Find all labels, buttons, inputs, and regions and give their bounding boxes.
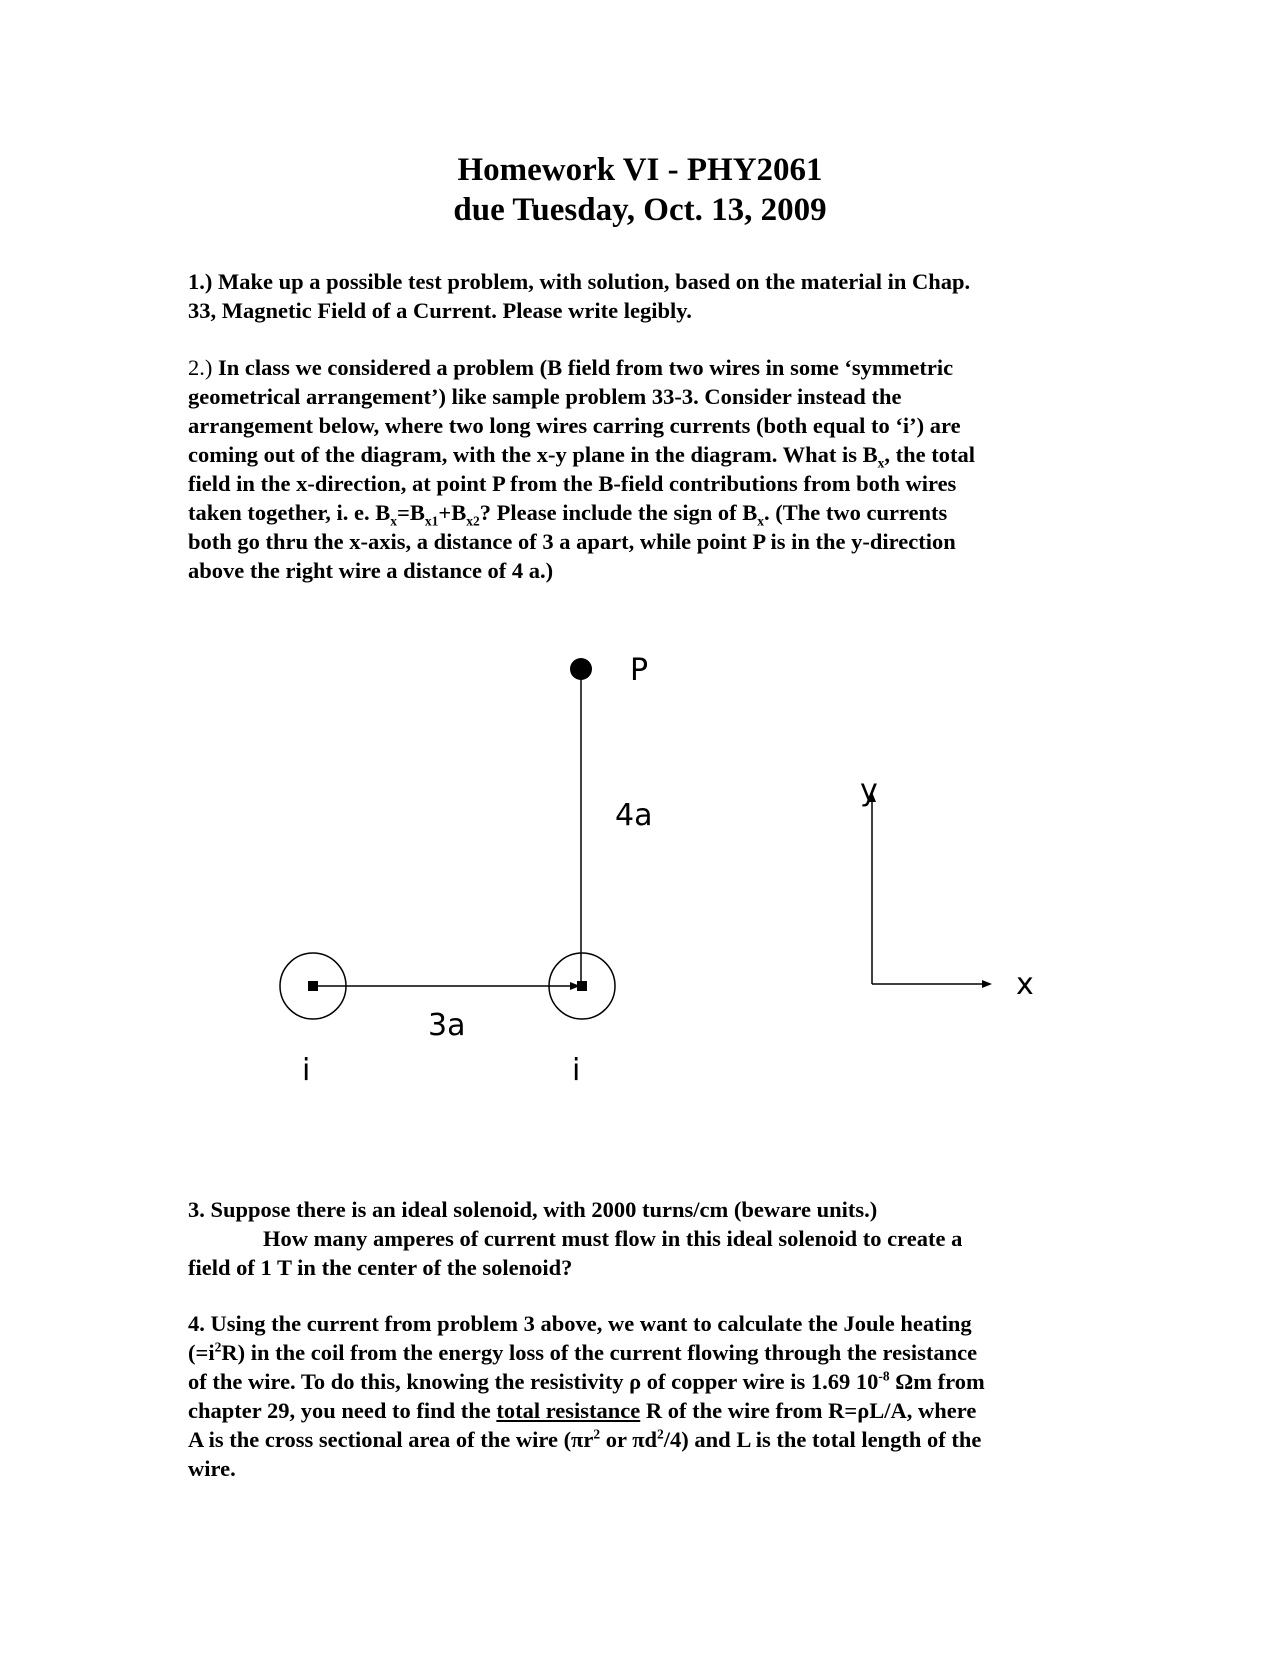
problem-3-line: How many amperes of current must flow in this ideal solenoid to create a xyxy=(263,1226,963,1251)
problem-2-text: In class we considered a problem (B field from two wires in some ‘symmetric xyxy=(218,355,954,380)
problem-2-number: 2.) xyxy=(188,355,213,380)
problem-4 xyxy=(188,1309,1088,1483)
problem-2-text: . (The two currents xyxy=(763,500,948,525)
horizontal-distance-label: 3a xyxy=(428,1008,466,1043)
problem-4-text: R of the wire from R=ρL/A, where xyxy=(640,1398,977,1423)
problem-2-text: ? Please include the sign of B xyxy=(479,500,758,525)
problem-1-line: 33, Magnetic Field of a Current. Please write legibly. xyxy=(188,298,692,323)
subscript: x xyxy=(390,513,398,529)
problem-4-text: or πd xyxy=(600,1427,658,1452)
superscript: -8 xyxy=(878,1368,890,1384)
problem-2-line: field in the x-direction, at point P from the B-field contributions from both wires xyxy=(188,471,957,496)
problem-1 xyxy=(188,267,1088,325)
problem-3-line: 3. Suppose there is an ideal solenoid, with 2000 turns/cm (beware units.) xyxy=(188,1197,878,1222)
page-title: Homework VI - PHY2061 xyxy=(457,152,823,188)
problem-2-line: both go thru the x-axis, a distance of 3 a apart, while point P is in the y-direction xyxy=(188,529,956,554)
left-current-label: i xyxy=(302,1053,311,1088)
right-wire-dot xyxy=(577,981,587,991)
point-p xyxy=(570,658,592,680)
superscript: 2 xyxy=(214,1339,222,1355)
point-p-label: P xyxy=(630,653,649,688)
wire-diagram xyxy=(0,600,1280,1120)
y-axis-label: y xyxy=(860,773,878,808)
problem-2 xyxy=(188,353,1088,585)
due-date: due Tuesday, Oct. 13, 2009 xyxy=(453,192,827,228)
problem-1-line: 1.) Make up a possible test problem, with solution, based on the material in Chap. xyxy=(188,269,971,294)
problem-4-text: /4) and L is the total length of the xyxy=(663,1427,982,1452)
problem-2-text: =B xyxy=(397,500,425,525)
x-axis-label: x xyxy=(1016,967,1034,1002)
problem-2-text: , the total xyxy=(884,442,975,467)
left-wire-dot xyxy=(308,981,318,991)
right-current-label: i xyxy=(572,1053,581,1088)
problem-3-line: field of 1 T in the center of the solenoid? xyxy=(188,1255,573,1280)
problem-4-text: (=i xyxy=(188,1340,215,1365)
problem-4-line xyxy=(188,1396,1088,1425)
problem-2-line xyxy=(188,440,1088,469)
problem-4-text: A is the cross sectional area of the wire (πr xyxy=(188,1427,594,1452)
problem-4-text: Ωm from xyxy=(889,1369,985,1394)
subscript: x2 xyxy=(466,513,480,529)
problem-2-line: geometrical arrangement’) like sample problem 33-3. Consider instead the xyxy=(188,384,902,409)
subscript: x xyxy=(757,513,764,529)
x-axis-arrowhead xyxy=(982,980,992,988)
superscript: 2 xyxy=(593,1426,601,1442)
subscript: x1 xyxy=(424,513,439,529)
problem-4-line xyxy=(188,1367,1088,1396)
problem-2-line xyxy=(188,498,1088,527)
problem-4-text: chapter 29, you need to find the xyxy=(188,1398,497,1423)
problem-4-line xyxy=(188,1425,1088,1454)
problem-2-line: above the right wire a distance of 4 a.) xyxy=(188,558,554,583)
problem-4-line: wire. xyxy=(188,1456,236,1481)
underlined-term: total resistance xyxy=(496,1398,641,1423)
problem-3 xyxy=(188,1195,1088,1282)
subscript: x xyxy=(877,455,885,471)
problem-2-text: coming out of the diagram, with the x-y plane in the diagram. What is B xyxy=(188,442,878,467)
vertical-distance-label: 4a xyxy=(615,798,653,833)
problem-2-text: +B xyxy=(438,500,467,525)
problem-2-line: arrangement below, where two long wires carring currents (both equal to ‘i’) are xyxy=(188,413,961,438)
problem-2-line xyxy=(188,353,1088,382)
problem-4-text: of the wire. To do this, knowing the resistivity ρ of copper wire is 1.69 10 xyxy=(188,1369,879,1394)
superscript: 2 xyxy=(657,1426,664,1442)
problem-4-line xyxy=(188,1338,1088,1367)
problem-4-text: R) in the coil from the energy loss of the current flowing through the resistance xyxy=(221,1340,978,1365)
problem-4-line: 4. Using the current from problem 3 above, we want to calculate the Joule heating xyxy=(188,1311,972,1336)
problem-2-text: taken together, i. e. B xyxy=(188,500,391,525)
